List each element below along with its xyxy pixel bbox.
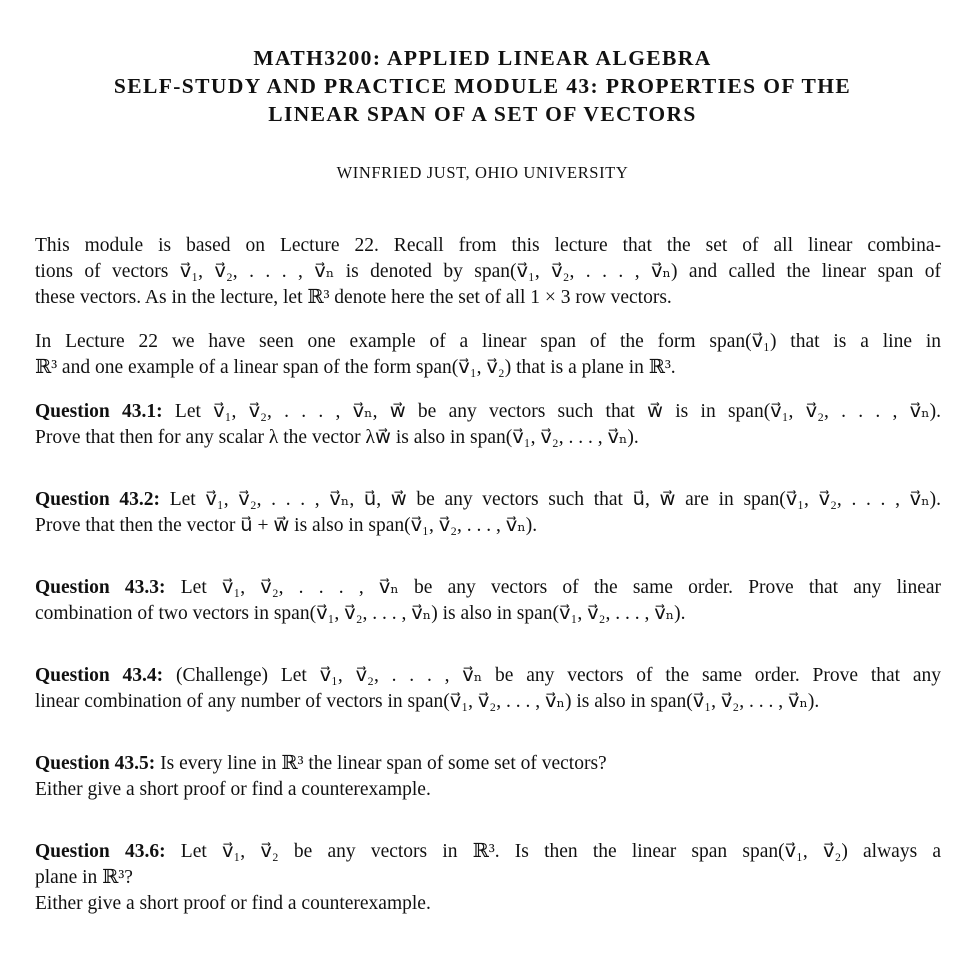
question-43-2 (35, 487, 941, 539)
question-43-6 (35, 839, 941, 917)
title-line-3: LINEAR SPAN OF A SET OF VECTORS (268, 102, 697, 126)
question-label: Question 43.2: (35, 489, 161, 510)
question-label: Question 43.6: (35, 841, 166, 862)
intro-paragraph-1 (35, 233, 941, 311)
paragraph-line: tions of vectors v⃗₁, v⃗₂, . . . , v⃗ₙ is denoted by span(v⃗₁, v⃗₂, . . . , v⃗ₙ) and called the linear span of (35, 261, 941, 282)
question-text: Is every line in ℝ³ the linear span of some set of vectors? (160, 753, 607, 774)
question-label: Question 43.5: (35, 753, 156, 774)
question-text: Let v⃗₁, v⃗₂, . . . , v⃗ₙ, w⃗ be any vectors such that w⃗ is in span(v⃗₁, v⃗₂, . . . , v⃗ₙ). (174, 401, 941, 422)
question-text: (Challenge) Let v⃗₁, v⃗₂, . . . , v⃗ₙ be any vectors of the same order. Prove that any (175, 665, 942, 686)
question-text: combination of two vectors in span(v⃗₁, v⃗₂, . . . , v⃗ₙ) is also in span(v⃗₁, v⃗₂, . . . , v⃗ₙ). (35, 603, 686, 624)
question-text: Prove that then for any scalar λ the vector λw⃗ is also in span(v⃗₁, v⃗₂, . . . , v⃗ₙ). (35, 427, 639, 448)
question-text: plane in ℝ³? (35, 867, 133, 888)
question-43-1 (35, 399, 941, 451)
question-text: Either give a short proof or find a counterexample. (35, 779, 431, 800)
question-text: Either give a short proof or find a counterexample. (35, 893, 431, 914)
question-text: Let v⃗₁, v⃗₂, . . . , v⃗ₙ be any vectors of the same order. Prove that any linear (180, 577, 941, 598)
question-text: Prove that then the vector u⃗ + w⃗ is also in span(v⃗₁, v⃗₂, . . . , v⃗ₙ). (35, 515, 538, 536)
title-line-1: MATH3200: APPLIED LINEAR ALGEBRA (253, 46, 712, 70)
paragraph-line: This module is based on Lecture 22. Recall from this lecture that the set of all linear combina- (35, 235, 941, 256)
intro-paragraph-2 (35, 329, 941, 381)
paragraph-line: In Lecture 22 we have seen one example of a linear span of the form span(v⃗₁) that is a line in (35, 331, 941, 352)
question-43-4 (35, 663, 941, 715)
question-text: linear combination of any number of vectors in span(v⃗₁, v⃗₂, . . . , v⃗ₙ) is also in span(v⃗₁, v⃗₂, . . . , v⃗ₙ). (35, 691, 820, 712)
question-label: Question 43.3: (35, 577, 166, 598)
title-line-2: SELF-STUDY AND PRACTICE MODULE 43: PROPERTIES OF THE (113, 74, 852, 98)
question-text: Let v⃗₁, v⃗₂, . . . , v⃗ₙ, u⃗, w⃗ be any vectors such that u⃗, w⃗ are in span(v⃗₁, v⃗₂, . . . , v⃗ₙ). (169, 489, 941, 510)
question-label: Question 43.4: (35, 665, 164, 686)
paragraph-line: these vectors. As in the lecture, let ℝ³ denote here the set of all 1 × 3 row vectors. (35, 287, 672, 308)
paragraph-line: ℝ³ and one example of a linear span of the form span(v⃗₁, v⃗₂) that is a plane in ℝ³. (35, 357, 676, 378)
question-43-3 (35, 575, 941, 627)
question-label: Question 43.1: (35, 401, 163, 422)
question-43-5 (35, 751, 941, 803)
question-text: Let v⃗₁, v⃗₂ be any vectors in ℝ³. Is then the linear span span(v⃗₁, v⃗₂) always a (180, 841, 942, 862)
author-line: WINFRIED JUST, OHIO UNIVERSITY (336, 163, 629, 182)
